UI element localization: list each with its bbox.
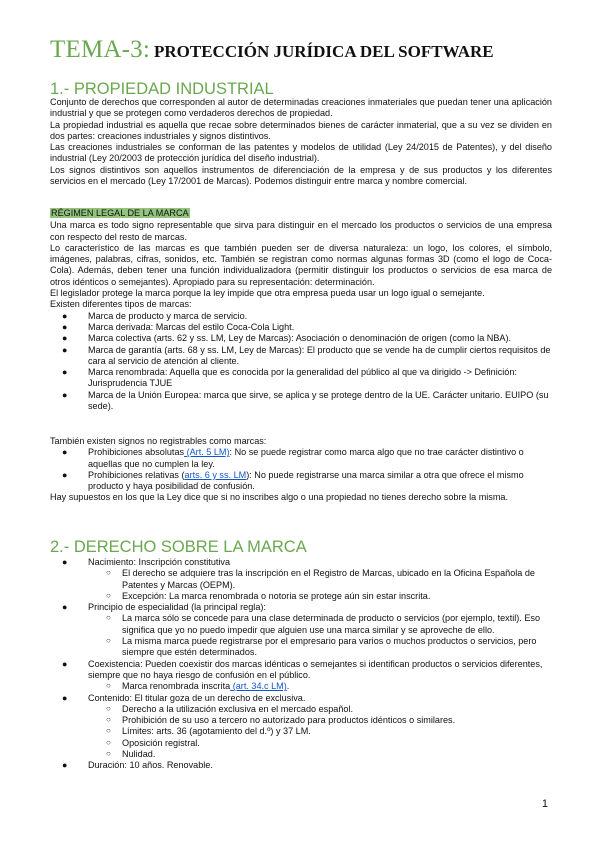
paragraph: Conjunto de derechos que corresponden al autor de determinadas creaciones inmateriales que puedan tener una aplicación industrial y que se protegen como verdaderos derechos de propiedad.	[50, 97, 552, 119]
list-item: ○ Nulidad.	[106, 749, 156, 760]
list-item: ○ Prohibición de su uso a tercero no autorizado para productos idénticos o similares.	[106, 715, 456, 726]
list-item: ● Prohibiciones relativas (arts. 6 y ss. LM): No puede registrarse una marca similar a otra que ofrece el mismo producto y haya posibilidad de confusión.	[62, 469, 524, 492]
list-item: ● Marca de producto y marca de servicio.	[62, 310, 248, 321]
paragraph: Una marca es todo signo representable que sirva para distinguir en el mercado los productos o servicios de una empresa con respecto del resto de marcas.	[50, 220, 552, 242]
paragraph: También existen signos no registrables como marcas:	[50, 436, 267, 446]
link-arts-6-lm[interactable]: arts. 6 y ss. LM	[184, 469, 247, 480]
prohibiciones-list	[50, 447, 552, 492]
page-number: 1	[541, 798, 548, 810]
title-tema: TEMA-3:	[50, 36, 150, 63]
derecho-list	[50, 557, 552, 772]
list-item: ○ Derecho a la utilización exclusiva en el mercado español.	[106, 703, 354, 714]
link-art-5-lm[interactable]: (Art. 5 LM)	[184, 447, 230, 458]
paragraph: Hay supuestos en los que la Ley dice que si no inscribes algo o una propiedad no tienes derecho sobre la misma.	[50, 492, 508, 503]
list-item: ● Prohibiciones absolutas (Art. 5 LM): No se puede registrar como marca algo que no trae carácter distintivo o aquellas que no cumplen la ley.	[62, 447, 524, 469]
section-2-heading: 2.- DERECHO SOBRE LA MARCA	[50, 538, 307, 556]
section-1-no-registrables	[50, 436, 552, 504]
list-item: ○ La misma marca puede registrarse por el empresario para varios o muchos productos o servicios, pero siempre que estén determinados.	[106, 636, 537, 658]
paragraph: El legislador protege la marca porque la ley impide que otra empresa pueda usar un logo igual o semejante.	[50, 288, 485, 299]
list-item: ● Nacimiento: Inscripción constitutiva	[62, 557, 231, 567]
paragraph: Existen diferentes tipos de marcas:	[50, 299, 192, 310]
title-text: PROTECCIÓN JURÍDICA DEL SOFTWARE	[154, 42, 494, 61]
list-item: ● Marca de garantía (arts. 68 y ss. LM, Ley de Marcas): El producto que se vende ha de cumplir ciertos requisitos de cara al servicio de atención al cliente.	[62, 344, 551, 366]
regimen-label: RÉGIMEN LEGAL DE LA MARCA	[51, 208, 189, 218]
document-title	[50, 36, 494, 64]
paragraph: La propiedad industrial es aquella que recae sobre determinados bienes de carácter inmaterial, que a su vez se dividen en dos partes: creaciones industriales y signos distintivos.	[50, 119, 552, 141]
list-item: ○ El derecho se adquiere tras la inscripción en el Registro de Marcas, ubicado en la Oficina Española de Patentes y Marcas (OEPM).	[106, 568, 535, 590]
list-item: ● Coexistencia: Pueden coexistir dos marcas idénticas o semejantes si identifican productos o servicios diferentes, siempre que no haya riesgo de confusión en el público.	[62, 658, 543, 680]
list-item: ● Marca renombrada: Aquella que es conocida por la generalidad del público al que va dirigido -> Definición: Jurisprudencia TJUE	[62, 367, 517, 389]
section-2-body	[50, 557, 552, 772]
paragraph: Las creaciones industriales se conforman de las patentes y modelos de utilidad (Ley 24/2015 de Patentes), y del diseño industrial (Ley 20/2003 de protección jurídica del diseño industrial).	[50, 142, 552, 164]
tipos-list	[50, 311, 552, 413]
list-item: ● Principio de especialidad (la principal regla):	[62, 602, 266, 613]
list-item: ○ La marca sólo se concede para una clase determinada de producto o servicios (por ejemplo, textil). Eso significa que yo no puedo impedir que alguien use una marca similar y se aproveche de ello.	[106, 613, 541, 635]
list-item: ● Marca derivada: Marcas del estilo Coca-Cola Light.	[62, 321, 295, 332]
list-item: ○ Límites: arts. 36 (agotamiento del d.º) y 37 LM.	[106, 726, 311, 737]
paragraph: Los signos distintivos son aquellos instrumentos de diferenciación de la empresa y de sus productos y los diferentes servicios en el mercado (Ley 17/2001 de Marcas). Podemos distinguir entre marca y nombre comercial.	[50, 164, 552, 187]
list-item: ● Contenido: El titular goza de un derecho de exclusiva.	[62, 692, 306, 703]
list-item: ○ Marca renombrada inscrita (art. 34.c LM).	[106, 681, 290, 692]
section-1-body	[50, 97, 552, 187]
section-1-regimen	[50, 208, 552, 412]
list-item: ○ Oposición registral.	[106, 737, 200, 748]
list-item: ● Duración: 10 años. Renovable.	[62, 760, 213, 771]
list-item: ○ Excepción: La marca renombrada o notoria se protege aún sin estar inscrita.	[106, 590, 431, 601]
paragraph: Lo característico de las marcas es que también pueden ser de diversa naturaleza: un logo, los colores, el símbolo, imágenes, palabras, cifras, sonidos, etc. También se registran como normas algunas formas 3D (como el logo de Coca-Cola). Además, deben tener una función individualizadora (permitir distinguir los productos o servicios de esa marca de otros idénticos o semejantes). Apropiado para su representación: determinación.	[50, 242, 552, 287]
list-item: ● Marca colectiva (arts. 62 y ss. LM, Ley de Marcas): Asociación o denominación de origen (como la NBA).	[62, 333, 512, 344]
section-1-heading: 1.- PROPIEDAD INDUSTRIAL	[50, 80, 274, 98]
link-art-34c-lm[interactable]: (art. 34.c LM)	[230, 681, 287, 692]
list-item: ● Marca de la Unión Europea: marca que sirve, se aplica y se protege dentro de la UE. Carácter unitario. EUIPO (su sede).	[62, 389, 549, 412]
